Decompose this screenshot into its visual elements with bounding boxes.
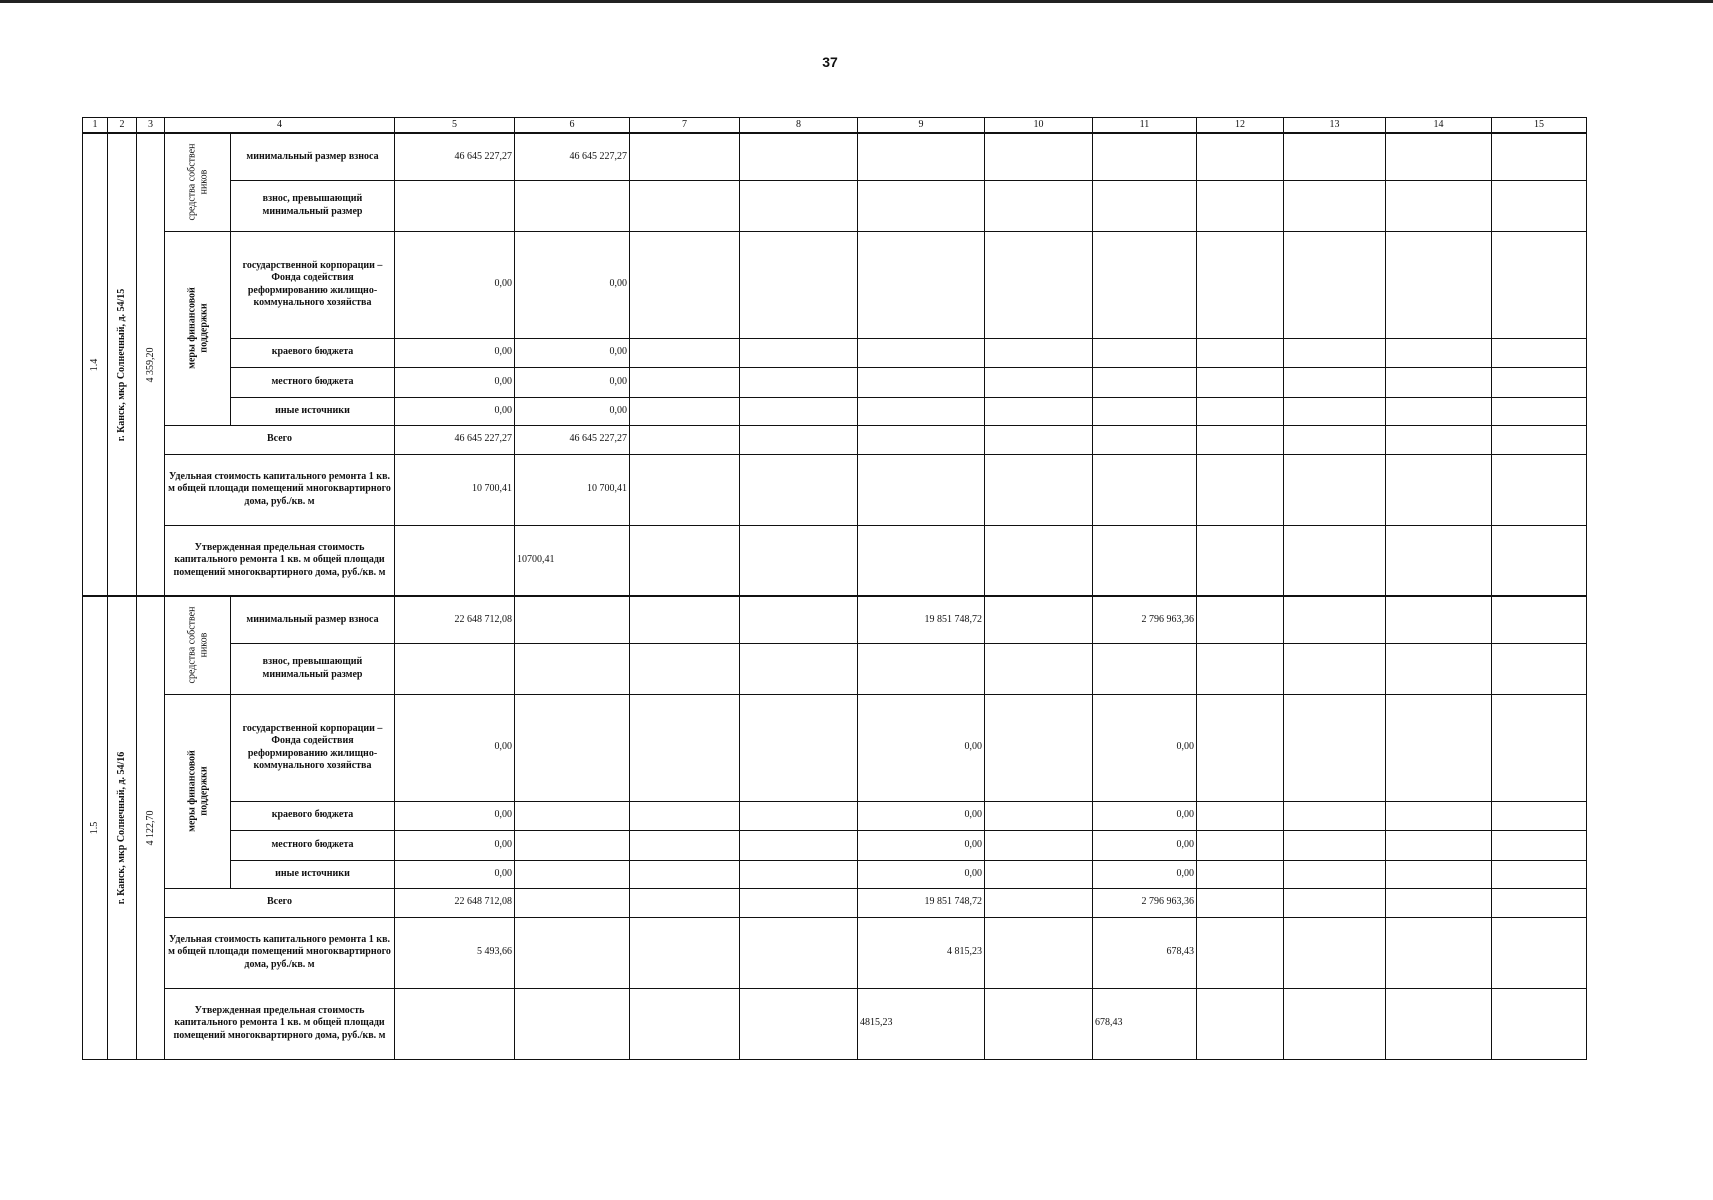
value-cell xyxy=(740,596,858,643)
value-cell xyxy=(985,133,1093,180)
value-cell xyxy=(630,917,740,988)
value-cell: 4815,23 xyxy=(858,988,985,1059)
value-cell xyxy=(1093,397,1197,425)
row-label: краевого бюджета xyxy=(231,338,395,367)
col-header: 10 xyxy=(985,118,1093,134)
col-header: 2 xyxy=(108,118,137,134)
value-cell xyxy=(1492,425,1587,454)
value-cell xyxy=(630,133,740,180)
value-cell xyxy=(1284,694,1386,801)
value-cell xyxy=(1197,180,1284,231)
value-cell xyxy=(1386,860,1492,888)
col-header: 4 xyxy=(165,118,395,134)
value-cell: 0,00 xyxy=(395,830,515,860)
value-cell: 678,43 xyxy=(1093,988,1197,1059)
row-label: Всего xyxy=(165,888,395,917)
value-cell: 0,00 xyxy=(858,860,985,888)
value-cell xyxy=(740,338,858,367)
value-cell xyxy=(740,694,858,801)
value-cell xyxy=(858,643,985,694)
value-cell xyxy=(1492,367,1587,397)
value-cell xyxy=(630,801,740,830)
value-cell: 0,00 xyxy=(1093,801,1197,830)
value-cell xyxy=(1386,917,1492,988)
value-cell xyxy=(1492,888,1587,917)
top-rule xyxy=(0,0,1713,3)
table-row xyxy=(83,338,1587,367)
value-cell xyxy=(1093,367,1197,397)
value-cell xyxy=(630,694,740,801)
value-cell xyxy=(985,988,1093,1059)
value-cell: 4 815,23 xyxy=(858,917,985,988)
value-cell xyxy=(395,525,515,596)
row-label: Утвержденная предельная стоимость капитального ремонта 1 кв. м общей площади помещений многоквартирного дома, руб./кв. м xyxy=(165,988,395,1059)
col-header: 8 xyxy=(740,118,858,134)
value-cell xyxy=(1197,231,1284,338)
value-cell xyxy=(630,888,740,917)
value-cell xyxy=(985,888,1093,917)
value-cell: 0,00 xyxy=(395,801,515,830)
value-cell xyxy=(1093,425,1197,454)
value-cell: 5 493,66 xyxy=(395,917,515,988)
value-cell xyxy=(1386,596,1492,643)
value-cell xyxy=(630,596,740,643)
value-cell xyxy=(858,397,985,425)
value-cell xyxy=(1197,133,1284,180)
value-cell xyxy=(515,801,630,830)
value-cell xyxy=(1284,367,1386,397)
value-cell xyxy=(985,425,1093,454)
value-cell xyxy=(1197,367,1284,397)
value-cell xyxy=(858,338,985,367)
value-cell xyxy=(1093,338,1197,367)
row-label: государственной корпорации – Фонда содействия реформированию жилищно-коммунального хозяйства xyxy=(231,694,395,801)
value-cell xyxy=(630,367,740,397)
col-header: 14 xyxy=(1386,118,1492,134)
value-cell xyxy=(985,643,1093,694)
group-number: 1.5 xyxy=(83,596,108,1059)
value-cell xyxy=(858,133,985,180)
table-row xyxy=(83,643,1587,694)
value-cell xyxy=(1284,988,1386,1059)
value-cell: 0,00 xyxy=(515,367,630,397)
value-cell xyxy=(515,643,630,694)
value-cell xyxy=(1284,643,1386,694)
value-cell xyxy=(1386,180,1492,231)
value-cell xyxy=(515,830,630,860)
value-cell xyxy=(1284,338,1386,367)
value-cell xyxy=(1284,888,1386,917)
value-cell xyxy=(858,425,985,454)
row-label: иные источники xyxy=(231,397,395,425)
value-cell: 46 645 227,27 xyxy=(395,425,515,454)
value-cell xyxy=(395,180,515,231)
value-cell xyxy=(740,988,858,1059)
value-cell xyxy=(740,397,858,425)
value-cell xyxy=(515,860,630,888)
col-header: 3 xyxy=(137,118,165,134)
table-row xyxy=(83,525,1587,596)
value-cell xyxy=(1284,801,1386,830)
value-cell xyxy=(1197,596,1284,643)
row-label: минимальный размер взноса xyxy=(231,596,395,643)
value-cell xyxy=(858,525,985,596)
value-cell xyxy=(1492,525,1587,596)
value-cell xyxy=(1197,694,1284,801)
value-cell xyxy=(740,180,858,231)
value-cell xyxy=(1093,525,1197,596)
value-cell xyxy=(395,988,515,1059)
table-row xyxy=(83,454,1587,525)
group-area: 4 122,70 xyxy=(137,596,165,1059)
table-row xyxy=(83,133,1587,180)
value-cell xyxy=(515,596,630,643)
value-cell xyxy=(740,860,858,888)
row-label: Удельная стоимость капитального ремонта 1 кв. м общей площади помещений многоквартирного дома, руб./кв. м xyxy=(165,454,395,525)
value-cell xyxy=(985,801,1093,830)
col-header: 9 xyxy=(858,118,985,134)
value-cell xyxy=(1093,643,1197,694)
value-cell xyxy=(1197,525,1284,596)
value-cell: 46 645 227,27 xyxy=(395,133,515,180)
value-cell: 0,00 xyxy=(395,860,515,888)
column-number-row xyxy=(83,118,1587,134)
value-cell xyxy=(395,643,515,694)
value-cell xyxy=(1284,133,1386,180)
value-cell xyxy=(740,454,858,525)
table-row xyxy=(83,694,1587,801)
value-cell xyxy=(1197,860,1284,888)
table-row xyxy=(83,231,1587,338)
value-cell xyxy=(1492,338,1587,367)
section-owners-funds: средства собствен ников xyxy=(165,596,231,694)
value-cell: 0,00 xyxy=(395,694,515,801)
value-cell: 0,00 xyxy=(1093,694,1197,801)
table-row xyxy=(83,830,1587,860)
value-cell: 0,00 xyxy=(515,231,630,338)
value-cell xyxy=(1284,596,1386,643)
value-cell xyxy=(630,525,740,596)
value-cell xyxy=(740,231,858,338)
value-cell xyxy=(1197,830,1284,860)
value-cell xyxy=(1197,643,1284,694)
value-cell xyxy=(740,801,858,830)
value-cell xyxy=(1284,180,1386,231)
value-cell xyxy=(1386,988,1492,1059)
value-cell xyxy=(1386,367,1492,397)
value-cell xyxy=(630,425,740,454)
value-cell xyxy=(740,133,858,180)
value-cell xyxy=(1093,180,1197,231)
value-cell: 0,00 xyxy=(1093,860,1197,888)
value-cell xyxy=(985,694,1093,801)
value-cell xyxy=(1093,454,1197,525)
value-cell xyxy=(858,180,985,231)
col-header: 5 xyxy=(395,118,515,134)
value-cell: 0,00 xyxy=(515,397,630,425)
value-cell xyxy=(1492,988,1587,1059)
col-header: 1 xyxy=(83,118,108,134)
value-cell xyxy=(515,180,630,231)
value-cell xyxy=(1197,988,1284,1059)
value-cell: 19 851 748,72 xyxy=(858,888,985,917)
section-owners-funds: средства собствен ников xyxy=(165,133,231,231)
row-label: взнос, превышающий минимальный размер xyxy=(231,180,395,231)
value-cell xyxy=(858,231,985,338)
group-address: г. Канск, мкр Солнечный, д. 54/15 xyxy=(108,133,137,596)
value-cell xyxy=(985,231,1093,338)
value-cell xyxy=(630,180,740,231)
value-cell xyxy=(1197,397,1284,425)
col-header: 15 xyxy=(1492,118,1587,134)
table-row xyxy=(83,801,1587,830)
value-cell xyxy=(1197,454,1284,525)
value-cell xyxy=(985,917,1093,988)
row-label: Всего xyxy=(165,425,395,454)
value-cell xyxy=(985,367,1093,397)
value-cell xyxy=(985,596,1093,643)
table-row xyxy=(83,596,1587,643)
value-cell: 10700,41 xyxy=(515,525,630,596)
row-label: государственной корпорации – Фонда содействия реформированию жилищно-коммунального хозяйства xyxy=(231,231,395,338)
group-area: 4 359,20 xyxy=(137,133,165,596)
value-cell: 22 648 712,08 xyxy=(395,888,515,917)
value-cell xyxy=(858,367,985,397)
value-cell xyxy=(1492,231,1587,338)
value-cell xyxy=(630,231,740,338)
value-cell: 0,00 xyxy=(395,338,515,367)
col-header: 6 xyxy=(515,118,630,134)
value-cell xyxy=(630,988,740,1059)
value-cell xyxy=(1284,425,1386,454)
value-cell xyxy=(630,454,740,525)
value-cell: 22 648 712,08 xyxy=(395,596,515,643)
row-label: краевого бюджета xyxy=(231,801,395,830)
value-cell xyxy=(1284,397,1386,425)
section-financial-support: меры финансовой поддержки xyxy=(165,694,231,888)
value-cell xyxy=(1197,917,1284,988)
value-cell xyxy=(1492,397,1587,425)
value-cell xyxy=(1386,888,1492,917)
value-cell xyxy=(858,454,985,525)
value-cell xyxy=(740,888,858,917)
value-cell xyxy=(630,830,740,860)
table-row xyxy=(83,180,1587,231)
table-row xyxy=(83,425,1587,454)
value-cell xyxy=(630,643,740,694)
value-cell xyxy=(1492,180,1587,231)
table-row xyxy=(83,888,1587,917)
value-cell xyxy=(1197,338,1284,367)
value-cell xyxy=(740,830,858,860)
value-cell: 10 700,41 xyxy=(395,454,515,525)
value-cell xyxy=(1492,917,1587,988)
value-cell xyxy=(985,830,1093,860)
value-cell: 678,43 xyxy=(1093,917,1197,988)
value-cell xyxy=(985,180,1093,231)
value-cell xyxy=(630,860,740,888)
value-cell xyxy=(1197,888,1284,917)
value-cell: 2 796 963,36 xyxy=(1093,596,1197,643)
page-number: 37 xyxy=(822,54,838,70)
value-cell: 46 645 227,27 xyxy=(515,425,630,454)
value-cell: 19 851 748,72 xyxy=(858,596,985,643)
value-cell: 0,00 xyxy=(395,397,515,425)
row-label: иные источники xyxy=(231,860,395,888)
value-cell xyxy=(1386,643,1492,694)
value-cell: 0,00 xyxy=(858,830,985,860)
value-cell xyxy=(1284,525,1386,596)
col-header: 11 xyxy=(1093,118,1197,134)
value-cell xyxy=(1386,231,1492,338)
value-cell xyxy=(1284,860,1386,888)
value-cell: 10 700,41 xyxy=(515,454,630,525)
value-cell xyxy=(1093,231,1197,338)
value-cell xyxy=(740,643,858,694)
row-label: Удельная стоимость капитального ремонта 1 кв. м общей площади помещений многоквартирного дома, руб./кв. м xyxy=(165,917,395,988)
col-header: 13 xyxy=(1284,118,1386,134)
value-cell xyxy=(985,397,1093,425)
value-cell: 46 645 227,27 xyxy=(515,133,630,180)
table-row xyxy=(83,988,1587,1059)
value-cell: 0,00 xyxy=(858,694,985,801)
capital-repair-table xyxy=(82,117,1587,1060)
group-address: г. Канск, мкр Солнечный, д. 54/16 xyxy=(108,596,137,1059)
col-header: 12 xyxy=(1197,118,1284,134)
value-cell xyxy=(515,694,630,801)
value-cell xyxy=(985,860,1093,888)
section-financial-support: меры финансовой поддержки xyxy=(165,231,231,425)
group-number: 1.4 xyxy=(83,133,108,596)
value-cell: 0,00 xyxy=(395,231,515,338)
value-cell: 2 796 963,36 xyxy=(1093,888,1197,917)
value-cell xyxy=(1492,596,1587,643)
value-cell xyxy=(1284,231,1386,338)
value-cell xyxy=(1386,830,1492,860)
value-cell xyxy=(515,988,630,1059)
value-cell xyxy=(1197,425,1284,454)
value-cell xyxy=(1386,454,1492,525)
row-label: минимальный размер взноса xyxy=(231,133,395,180)
value-cell xyxy=(1284,454,1386,525)
value-cell xyxy=(1386,397,1492,425)
value-cell xyxy=(1093,133,1197,180)
table-row xyxy=(83,367,1587,397)
table-row xyxy=(83,860,1587,888)
value-cell xyxy=(630,338,740,367)
value-cell xyxy=(1284,830,1386,860)
value-cell xyxy=(740,525,858,596)
row-label: Утвержденная предельная стоимость капитального ремонта 1 кв. м общей площади помещений многоквартирного дома, руб./кв. м xyxy=(165,525,395,596)
value-cell xyxy=(1492,860,1587,888)
value-cell xyxy=(1386,694,1492,801)
value-cell xyxy=(1492,830,1587,860)
row-label: местного бюджета xyxy=(231,830,395,860)
value-cell xyxy=(740,917,858,988)
value-cell xyxy=(740,367,858,397)
value-cell: 0,00 xyxy=(395,367,515,397)
col-header: 7 xyxy=(630,118,740,134)
value-cell: 0,00 xyxy=(1093,830,1197,860)
value-cell xyxy=(1492,694,1587,801)
value-cell xyxy=(1492,643,1587,694)
value-cell xyxy=(1386,338,1492,367)
value-cell xyxy=(985,338,1093,367)
value-cell xyxy=(1386,425,1492,454)
value-cell xyxy=(1197,801,1284,830)
value-cell xyxy=(1492,133,1587,180)
value-cell: 0,00 xyxy=(858,801,985,830)
value-cell xyxy=(1386,525,1492,596)
value-cell xyxy=(1492,801,1587,830)
value-cell xyxy=(515,888,630,917)
value-cell xyxy=(1386,801,1492,830)
value-cell xyxy=(1386,133,1492,180)
row-label: местного бюджета xyxy=(231,367,395,397)
table-row xyxy=(83,397,1587,425)
row-label: взнос, превышающий минимальный размер xyxy=(231,643,395,694)
value-cell xyxy=(515,917,630,988)
value-cell xyxy=(740,425,858,454)
table-row xyxy=(83,917,1587,988)
value-cell xyxy=(985,454,1093,525)
value-cell xyxy=(630,397,740,425)
value-cell xyxy=(985,525,1093,596)
value-cell: 0,00 xyxy=(515,338,630,367)
value-cell xyxy=(1284,917,1386,988)
value-cell xyxy=(1492,454,1587,525)
